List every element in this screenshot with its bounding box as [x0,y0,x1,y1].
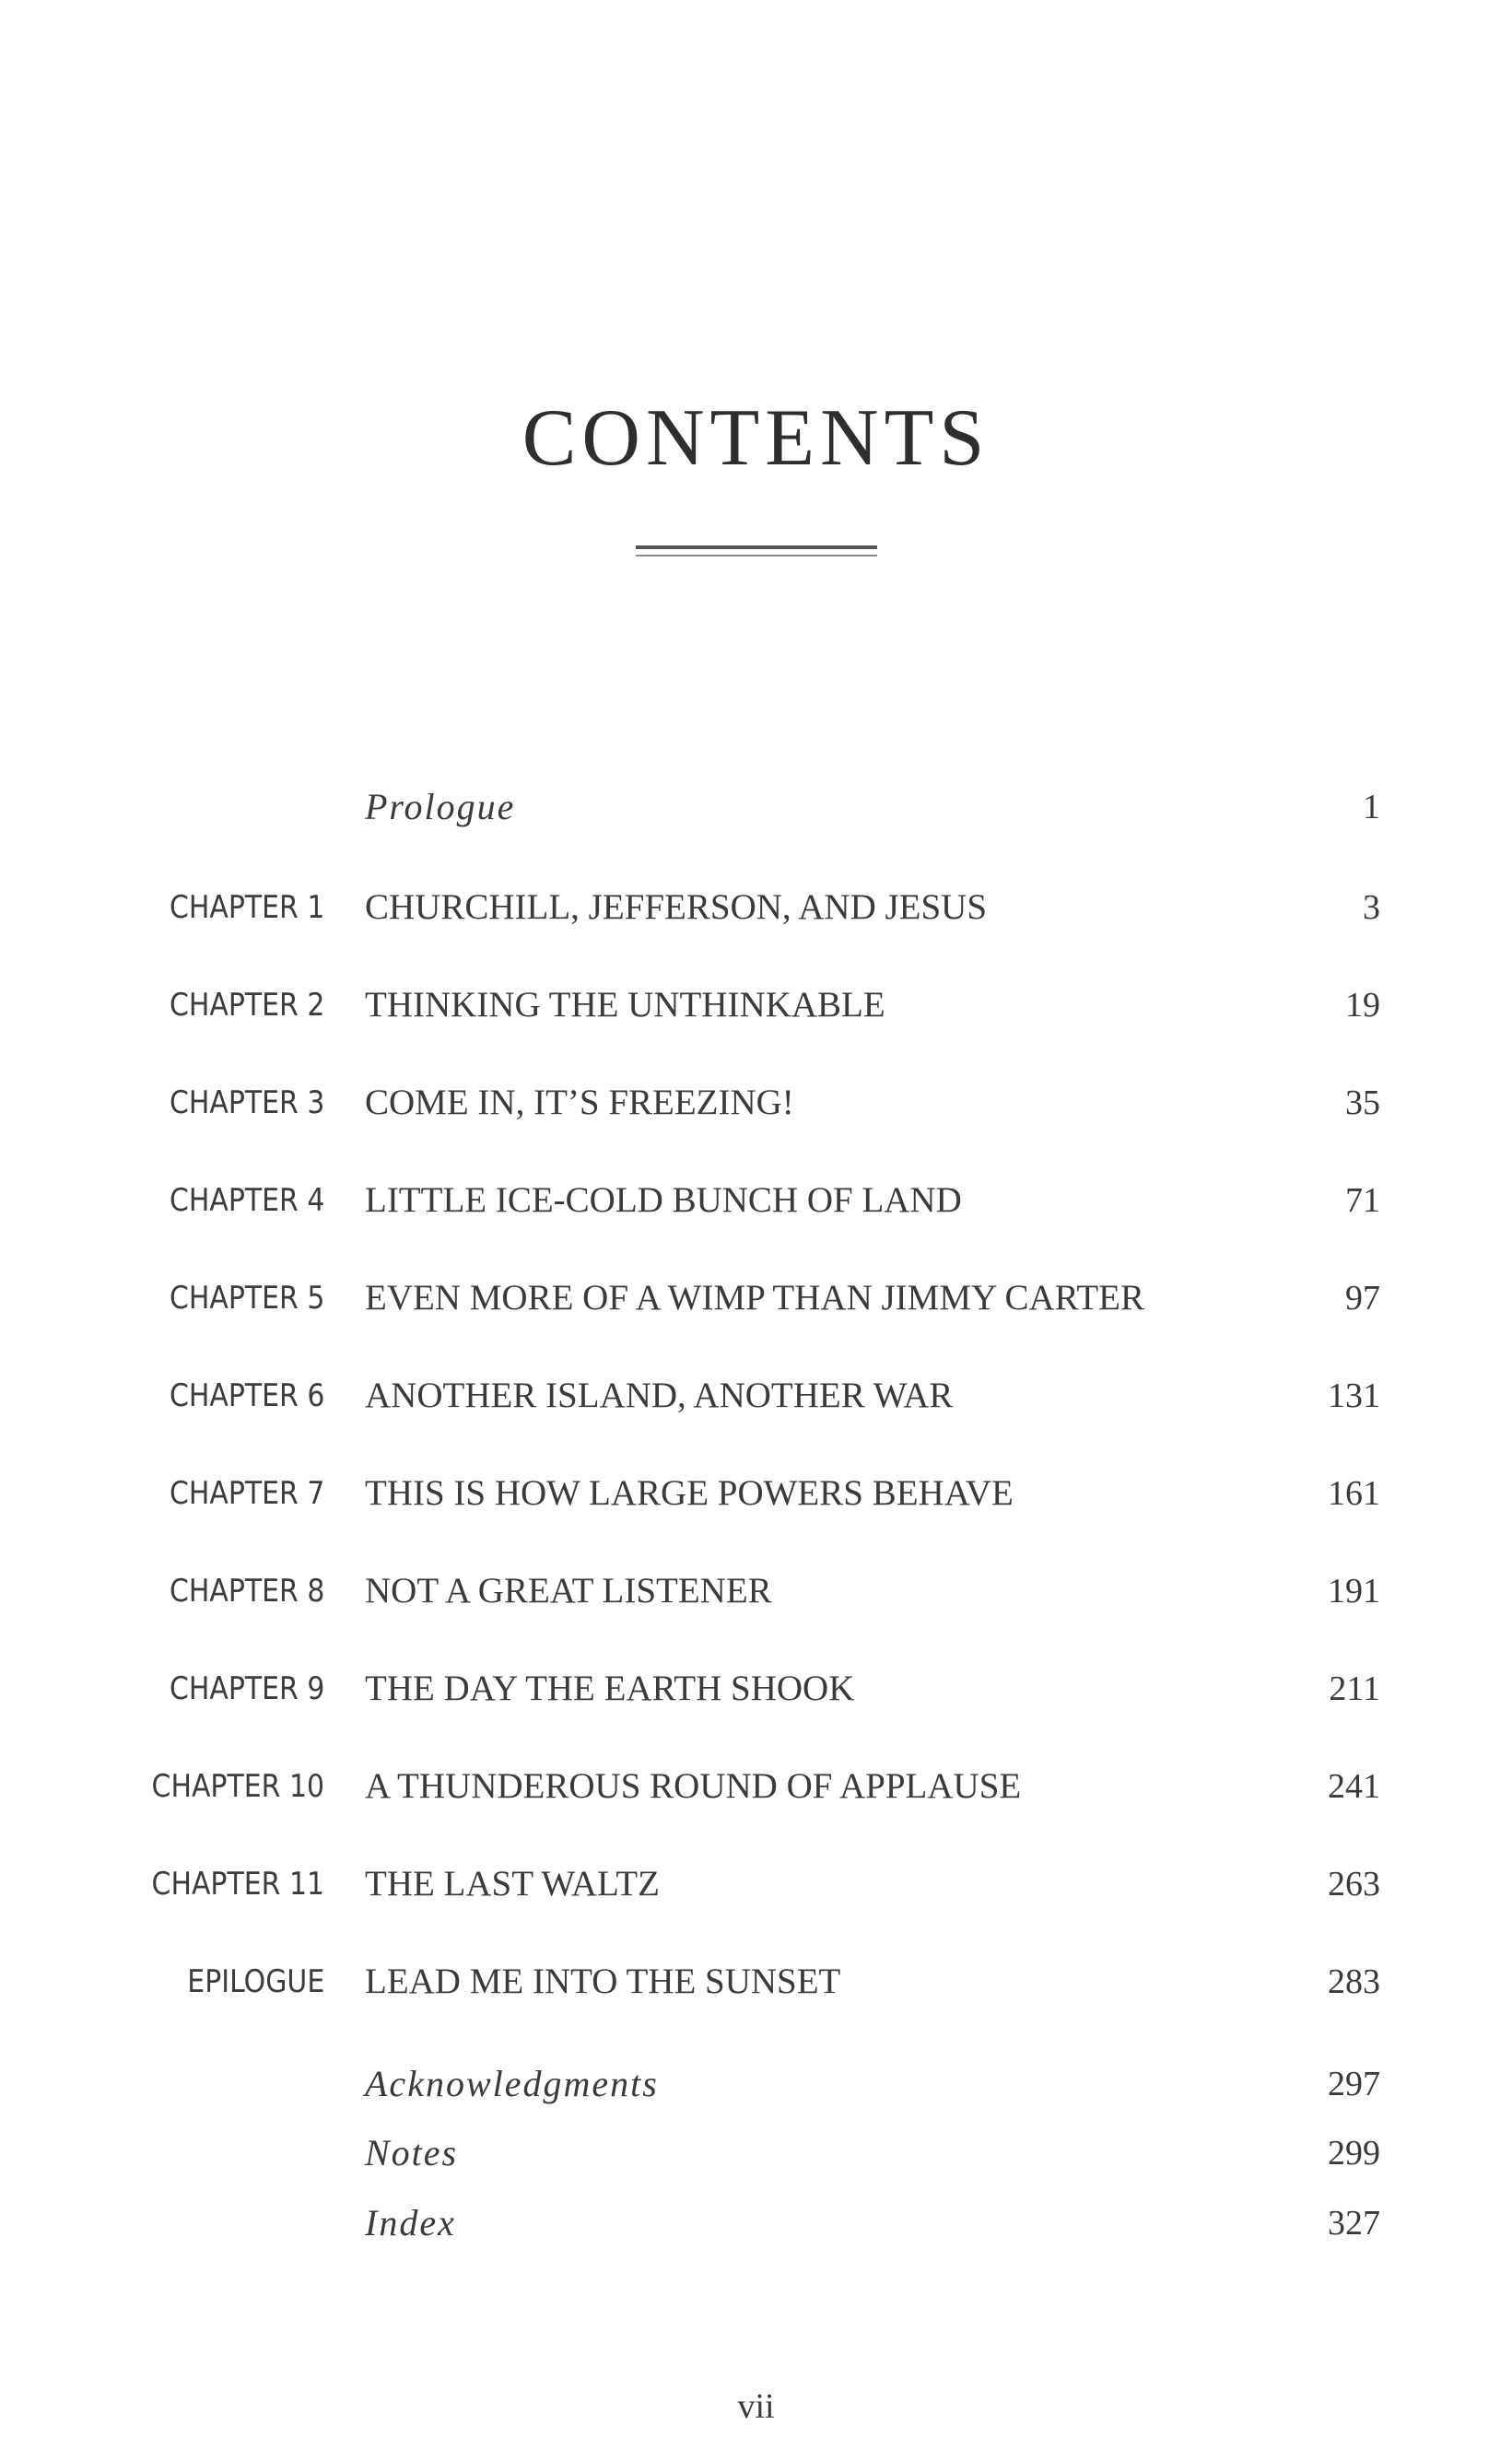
entry-page-number: 327 [1328,2204,1380,2243]
chapter-label: CHAPTER 4 [169,1182,324,1219]
entry-title: CHURCHILL, JEFFERSON, AND JESUS [365,887,988,927]
page-folio: vii [737,2387,775,2426]
toc-entry-chapter-1 [0,880,1512,935]
entry-page-number: 191 [1328,1572,1380,1611]
entry-page-number: 241 [1328,1767,1380,1806]
toc-entry-acknowledgments [0,2056,1512,2112]
entry-title: COME IN, IT’S FREEZING! [365,1083,794,1122]
chapter-label: CHAPTER 11 [151,1866,324,1903]
entry-page-number: 97 [1345,1279,1380,1318]
entry-title: Prologue [365,786,516,827]
entry-page-number: 1 [1363,788,1380,826]
toc-entry-chapter-6 [0,1368,1512,1423]
toc-entry-chapter-7 [0,1466,1512,1521]
chapter-label: CHAPTER 3 [169,1084,324,1121]
toc-entry-prologue [0,779,1512,835]
chapter-label: CHAPTER 10 [151,1768,324,1805]
toc-entry-chapter-5 [0,1271,1512,1326]
entry-page-number: 299 [1328,2134,1380,2173]
title-rule-thin [636,555,877,556]
entry-page-number: 297 [1328,2065,1380,2103]
chapter-label: CHAPTER 9 [169,1670,324,1707]
entry-page-number: 283 [1328,1962,1380,2001]
entry-page-number: 131 [1328,1376,1380,1415]
entry-title: Acknowledgments [365,2063,659,2104]
entry-title: ANOTHER ISLAND, ANOTHER WAR [365,1376,954,1415]
toc-entry-epilogue [0,1954,1512,2009]
entry-title: LEAD ME INTO THE SUNSET [365,1962,841,2001]
entry-title: Index [365,2202,456,2243]
entry-title: EVEN MORE OF A WIMP THAN JIMMY CARTER [365,1278,1144,1318]
entry-page-number: 211 [1329,1669,1380,1708]
entry-title: THINKING THE UNTHINKABLE [365,985,885,1025]
chapter-label: CHAPTER 7 [169,1475,324,1512]
entry-page-number: 35 [1345,1083,1380,1122]
entry-page-number: 161 [1328,1474,1380,1513]
chapter-label: CHAPTER 6 [169,1377,324,1414]
toc-entry-notes [0,2126,1512,2181]
entry-title: THE DAY THE EARTH SHOOK [365,1669,855,1708]
entry-page-number: 71 [1345,1181,1380,1220]
entry-title: Notes [365,2132,459,2173]
page-title: CONTENTS [522,393,990,483]
chapter-label: EPILOGUE [187,1963,324,2000]
entry-page-number: 3 [1363,888,1380,927]
entry-title: A THUNDEROUS ROUND OF APPLAUSE [365,1766,1022,1806]
toc-entry-chapter-4 [0,1173,1512,1228]
toc-entry-chapter-9 [0,1661,1512,1716]
toc-entry-chapter-2 [0,978,1512,1033]
entry-title: NOT A GREAT LISTENER [365,1571,772,1611]
entry-title: THIS IS HOW LARGE POWERS BEHAVE [365,1473,1014,1513]
chapter-label: CHAPTER 1 [169,889,324,926]
entry-title: THE LAST WALTZ [365,1864,660,1903]
toc-entry-chapter-8 [0,1564,1512,1619]
toc-entry-index [0,2196,1512,2251]
entry-page-number: 19 [1345,986,1380,1025]
title-rule-thick [636,545,877,549]
chapter-label: CHAPTER 2 [169,987,324,1024]
toc-entry-chapter-10 [0,1759,1512,1814]
chapter-label: CHAPTER 5 [169,1280,324,1317]
chapter-label: CHAPTER 8 [169,1573,324,1610]
entry-title: LITTLE ICE-COLD BUNCH OF LAND [365,1180,962,1220]
entry-page-number: 263 [1328,1865,1380,1903]
toc-entry-chapter-11 [0,1856,1512,1912]
toc-entry-chapter-3 [0,1075,1512,1130]
